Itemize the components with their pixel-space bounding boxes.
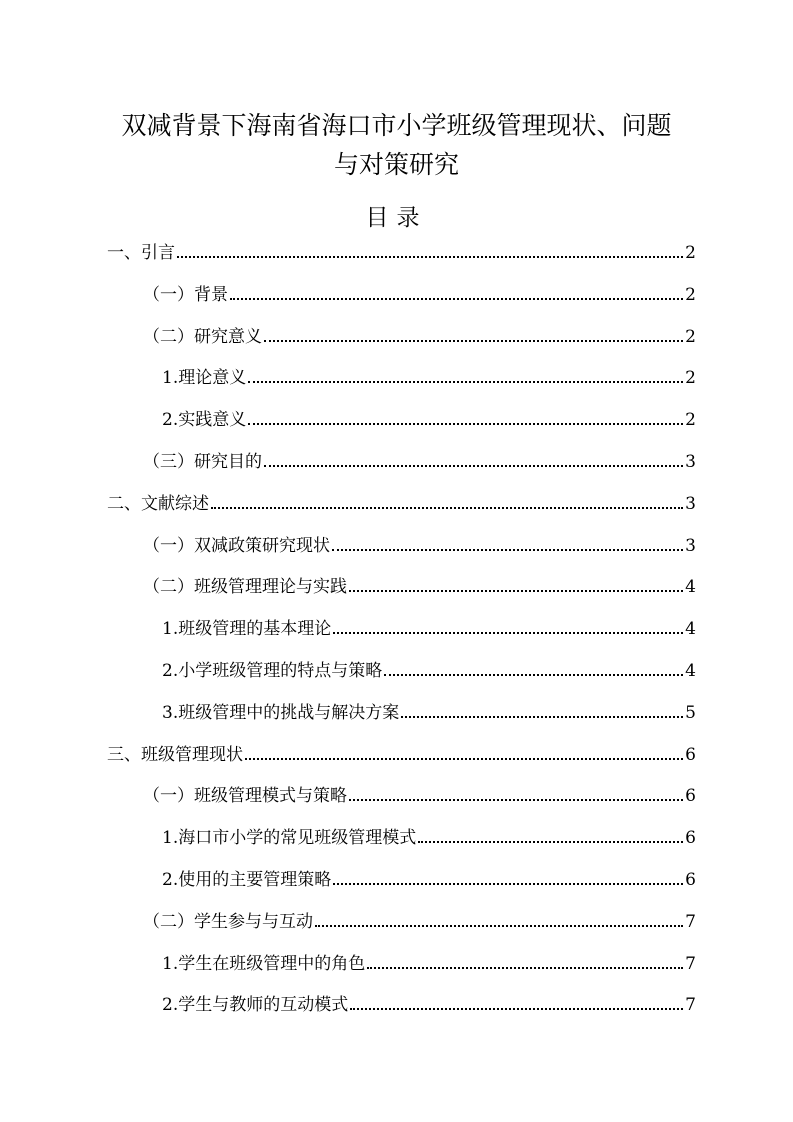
toc-entry-label: （一）班级管理模式与策略: [143, 786, 347, 806]
toc-dot-leader: [211, 507, 683, 509]
toc-entry-label: 三、班级管理现状: [107, 745, 243, 765]
toc-page-number: 2: [685, 410, 696, 430]
document-title-line-1: 双减背景下海南省海口市小学班级管理现状、问题: [121, 111, 672, 140]
toc-page-number: 6: [685, 870, 696, 890]
toc-dot-leader: [349, 799, 683, 801]
toc-dot-leader: [177, 256, 683, 258]
toc-entry[interactable]: [143, 780, 696, 808]
toc-page-number: 6: [685, 828, 696, 848]
toc-entry-label: （三）研究目的: [143, 452, 262, 472]
toc-dot-leader: [248, 423, 683, 425]
toc-page-number: 3: [685, 536, 696, 556]
toc-page-number: 7: [685, 912, 696, 932]
document-title-line-2: 与对策研究: [333, 150, 459, 179]
toc-page-number: 4: [685, 577, 696, 597]
toc-dot-leader: [248, 381, 683, 383]
toc-entry[interactable]: [162, 989, 696, 1017]
toc-entry-label: 2.学生与教师的互动模式: [162, 995, 349, 1015]
toc-dot-leader: [245, 758, 683, 760]
toc-entry-label: （一）双减政策研究现状: [143, 536, 330, 556]
toc-entry-label: （二）研究意义: [143, 327, 262, 347]
toc-page-number: 2: [685, 243, 696, 263]
toc-page-number: 4: [685, 661, 696, 681]
toc-dot-leader: [349, 590, 683, 592]
toc-page-number: 2: [685, 368, 696, 388]
toc-entry-label: 3.班级管理中的挑战与解决方案: [162, 703, 400, 723]
toc-entry-label: 2.实践意义: [162, 410, 247, 430]
toc-entry-label: 一、引言: [107, 243, 175, 263]
toc-entry[interactable]: [143, 571, 696, 599]
toc-entry[interactable]: [162, 948, 696, 976]
toc-entry[interactable]: [162, 655, 696, 683]
toc-entry[interactable]: [143, 906, 696, 934]
toc-entry[interactable]: [107, 237, 696, 265]
toc-heading: 目录: [365, 205, 428, 231]
toc-page-number: 6: [685, 786, 696, 806]
toc-entry-label: 二、文献综述: [107, 494, 209, 514]
toc-entry-label: （二）学生参与与互动: [143, 912, 313, 932]
toc-dot-leader: [264, 340, 683, 342]
toc-dot-leader: [315, 925, 683, 927]
toc-entry[interactable]: [107, 739, 696, 767]
toc-dot-leader: [230, 298, 683, 300]
toc-dot-leader: [367, 967, 683, 969]
toc-page-number: 2: [685, 285, 696, 305]
toc-dot-leader: [264, 465, 683, 467]
toc-page-number: 5: [685, 703, 696, 723]
toc-entry[interactable]: [143, 530, 696, 558]
toc-entry-label: 1.学生在班级管理中的角色: [162, 954, 366, 974]
toc-page-number: 7: [685, 954, 696, 974]
toc-entry-label: 1.理论意义: [162, 368, 247, 388]
toc-entry-label: 1.海口市小学的常见班级管理模式: [162, 828, 417, 848]
toc-page-number: 4: [685, 619, 696, 639]
toc-entry-label: （一）背景: [143, 285, 228, 305]
toc-page-number: 3: [685, 452, 696, 472]
toc-entry[interactable]: [162, 362, 696, 390]
toc-entry[interactable]: [162, 697, 696, 725]
toc-dot-leader: [332, 549, 683, 551]
toc-entry[interactable]: [143, 279, 696, 307]
toc-entry[interactable]: [143, 321, 696, 349]
toc-entry[interactable]: [162, 613, 696, 641]
toc-entry-label: 2.使用的主要管理策略: [162, 870, 332, 890]
toc-dot-leader: [418, 841, 683, 843]
toc-entry[interactable]: [162, 822, 696, 850]
toc-page-number: 6: [685, 745, 696, 765]
toc-page-number: 7: [685, 995, 696, 1015]
toc-dot-leader: [333, 883, 683, 885]
toc-dot-leader: [333, 632, 683, 634]
toc-dot-leader: [350, 1008, 683, 1010]
toc-entry[interactable]: [162, 404, 696, 432]
toc-entry-label: （二）班级管理理论与实践: [143, 577, 347, 597]
toc-entry[interactable]: [162, 864, 696, 892]
toc-page-number: 2: [685, 327, 696, 347]
toc-entry[interactable]: [107, 488, 696, 516]
toc-entry-label: 2.小学班级管理的特点与策略: [162, 661, 383, 681]
toc-dot-leader: [401, 716, 683, 718]
toc-entry-label: 1.班级管理的基本理论: [162, 619, 332, 639]
toc-entry[interactable]: [143, 446, 696, 474]
toc-dot-leader: [384, 674, 683, 676]
toc-page-number: 3: [685, 494, 696, 514]
